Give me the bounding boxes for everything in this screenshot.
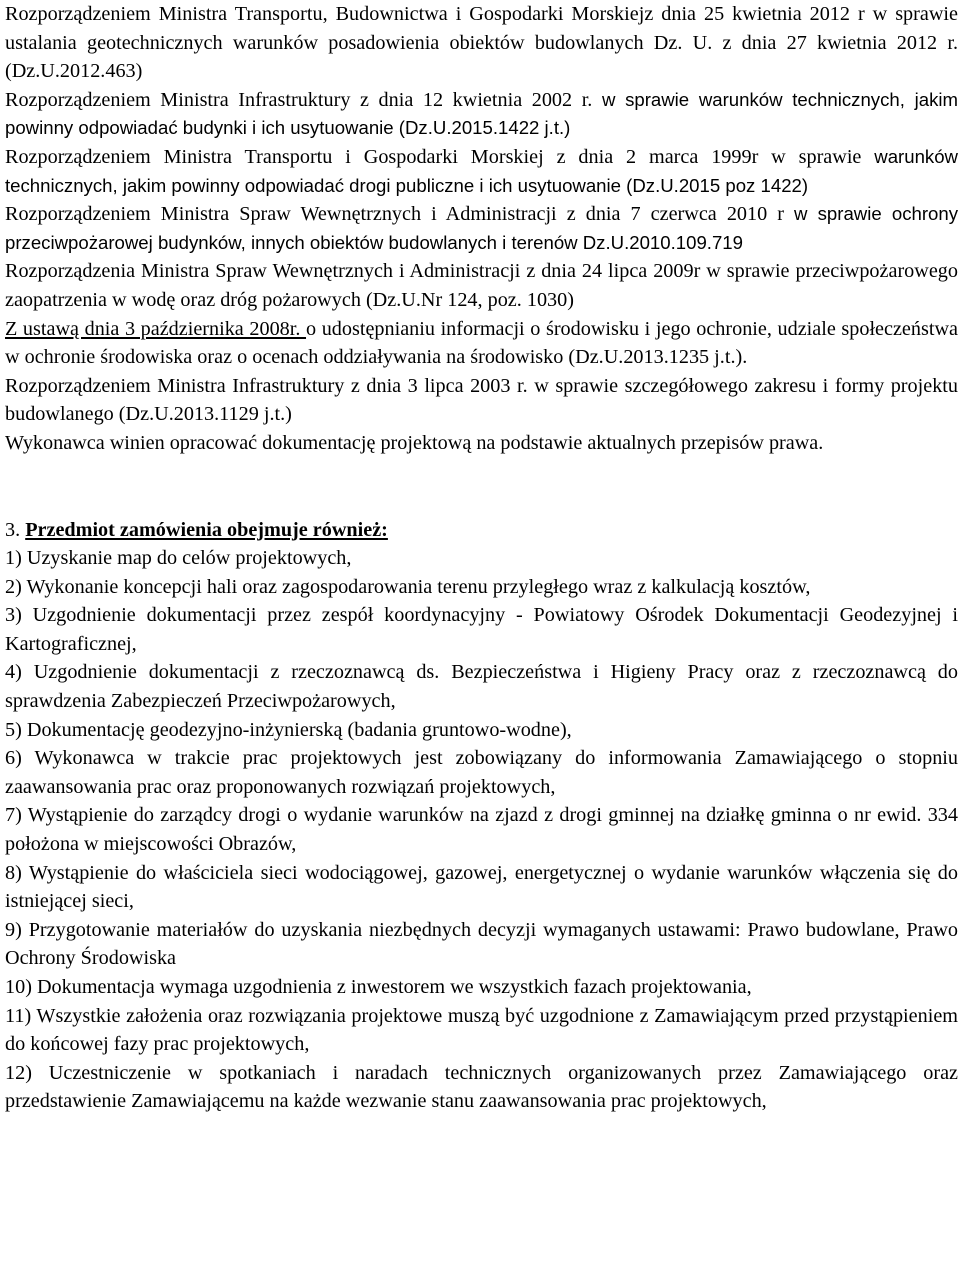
regulation-subject-text: w sprawie warunków technicznych, jakim powinny odpowiadać budynki i ich usytuowanie (Dz.U.2015.1422 j.t.) — [5, 88, 958, 139]
list-item: 2) Wykonanie koncepcji hali oraz zagospodarowania terenu przyległego wraz z kalkulacją kosztów, — [5, 575, 811, 598]
regulation-text: Rozporządzeniem Ministra Infrastruktury z dnia 12 kwietnia 2002 r. — [5, 88, 602, 111]
regulation-text: Rozporządzeniem Ministra Transportu, Budownictwa i Gospodarki Morskiejz dnia 25 kwietnia 2012 r w sprawie ustalania geotechnicznych warunków posadowienia obiektów budowlanych Dz. U. z dnia 27 kwietnia 2012 r. (Dz.U.2012.463) — [5, 3, 958, 83]
section-title: Przedmiot zamówienia obejmuje również: — [25, 518, 388, 541]
list-item: 12) Uczestniczenie w spotkaniach i naradach technicznych organizowanych przez Zamawiającego oraz przedstawienie Zamawiającemu na każde wezwanie stanu zaawansowania prac projektowych, — [5, 1061, 958, 1113]
section-heading — [5, 516, 958, 545]
list-item: 4) Uzgodnienie dokumentacji z rzeczoznawcą ds. Bezpieczeństwa i Higieny Pracy oraz z rzeczoznawcą do sprawdzenia Zabezpieczeń Przeciwpożarowych, — [5, 661, 958, 713]
regulation-text: Rozporządzeniem Ministra Spraw Wewnętrznych i Administracji z dnia 7 czerwca 2010 r — [5, 203, 795, 226]
regulation-paragraph — [5, 0, 958, 86]
regulation-paragraph — [5, 372, 958, 429]
regulation-text: o udostępnianiu informacji o środowisku i jego ochronie, udziale społeczeństwa w ochronie środowiska oraz o ocenach oddziaływania na środowisko (Dz.U.2013.1235 j.t.). — [5, 317, 958, 369]
regulation-paragraph — [5, 86, 958, 143]
regulation-text: Rozporządzenia Ministra Spraw Wewnętrznych i Administracji z dnia 24 lipca 2009r w sprawie przeciwpożarowego zaopatrzenia w wodę oraz dróg pożarowych (Dz.U.Nr 124, poz. 1030) — [5, 260, 958, 311]
closing-statement — [5, 429, 958, 458]
list-item: 1) Uzyskanie map do celów projektowych, — [5, 547, 352, 570]
regulation-text: Rozporządzeniem Ministra Transportu i Gospodarki Morskiej z dnia 2 marca 1999r w sprawie — [5, 145, 875, 168]
regulation-subject-text: w sprawie ochrony przeciwpożarowej budynków, innych obiektów budowlanych i terenów Dz.U.2010.109.719 — [5, 203, 958, 253]
regulation-text: Rozporządzeniem Ministra Infrastruktury z dnia 3 lipca 2003 r. w sprawie szczegółowego zakresu i formy projektu budowlanego (Dz.U.2013.1129 j.t.) — [5, 374, 958, 426]
list-item: 7) Wystąpienie do zarządcy drogi o wydanie warunków na zjazd z drogi gminnej na działkę gminna o nr ewid. 334 położona w miejscowości Obrazów, — [5, 804, 958, 856]
list-item: 3) Uzgodnienie dokumentacji przez zespół koordynacyjny - Powiatowy Ośrodek Dokumentacji Geodezyjnej i Kartograficznej, — [5, 604, 958, 655]
closing-statement-text: Wykonawca winien opracować dokumentację projektową na podstawie aktualnych przepisów prawa. — [5, 431, 824, 454]
regulation-paragraph — [5, 257, 958, 314]
list-item: 11) Wszystkie założenia oraz rozwiązania projektowe muszą być uzgodnione z Zamawiającym przed przystąpieniem do końcowej fazy prac projektowych, — [5, 1004, 958, 1056]
list-item: 6) Wykonawca w trakcie prac projektowych jest zobowiązany do informowania Zamawiającego o stopniu zaawansowania prac oraz proponowanych rozwiązań projektowych, — [5, 747, 958, 798]
list-item: 10) Dokumentacja wymaga uzgodnienia z inwestorem we wszystkich fazach projektowania, — [5, 976, 752, 998]
regulation-paragraph — [5, 200, 958, 257]
regulation-paragraph — [5, 143, 958, 200]
regulations-list — [5, 0, 958, 458]
regulation-paragraph — [5, 315, 958, 372]
list-item: 8) Wystąpienie do właściciela sieci wodociągowej, gazowej, energetycznej o wydanie warunków włączenia się do istniejącej sieci, — [5, 861, 958, 913]
statute-reference: Z ustawą dnia 3 października 2008r. — [5, 317, 307, 340]
list-item: 9) Przygotowanie materiałów do uzyskania niezbędnych decyzji wymaganych ustawami: Prawo budowlane, Prawo Ochrony Środowiska — [5, 918, 958, 970]
section-number: 3. — [5, 518, 26, 541]
regulation-subject-text: warunków technicznych, jakim powinny odpowiadać drogi publiczne i ich usytuowanie (Dz.U.2015 poz 1422) — [5, 145, 958, 196]
list-item: 5) Dokumentację geodezyjno-inżynierską (badania gruntowo-wodne), — [5, 718, 572, 741]
scope-items-list — [5, 544, 958, 1116]
